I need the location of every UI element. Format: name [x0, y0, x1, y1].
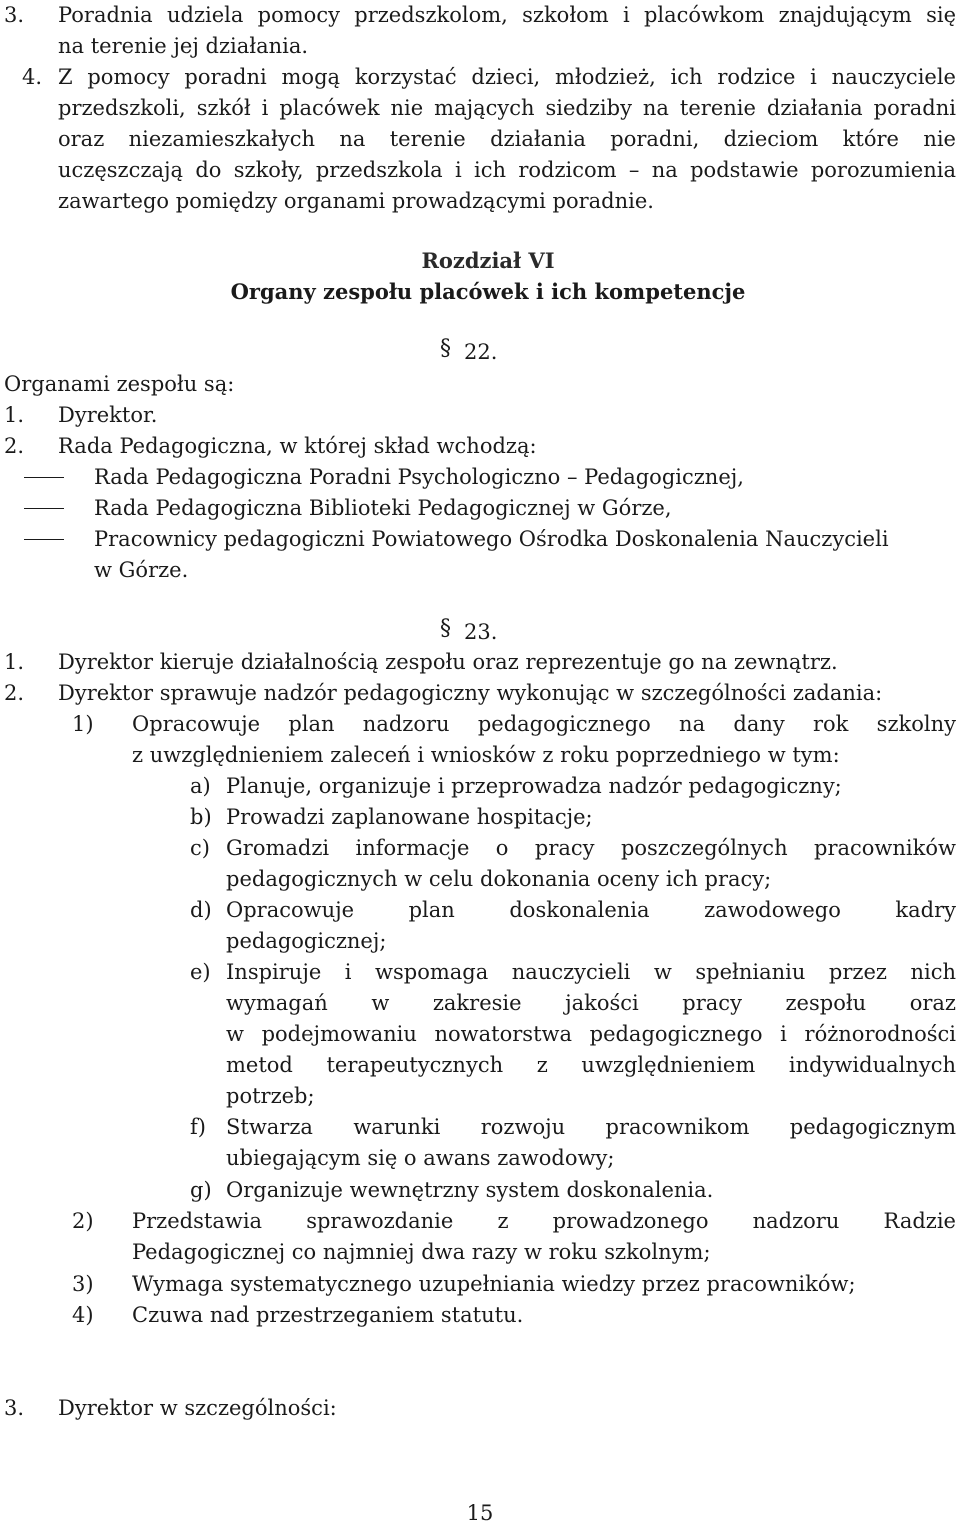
- list-number: 1.: [4, 650, 25, 674]
- subtask-letter: b): [190, 805, 212, 829]
- dash-item: [0, 524, 960, 555]
- subtask-letter: g): [190, 1178, 212, 1202]
- subtask-e-cont: [0, 988, 960, 1019]
- list-text-line: Dyrektor sprawuje nadzór pedagogiczny wykonując w szczególności zadania:: [58, 681, 883, 705]
- list-number: 2.: [4, 434, 25, 458]
- subtask-letter: d): [190, 898, 212, 922]
- subtask-e-cont: [0, 1081, 960, 1112]
- subtask-text-line: Planuje, organizuje i przeprowadza nadzór pedagogiczny;: [226, 774, 842, 798]
- subtask-e-cont: [0, 1050, 960, 1081]
- list-text-line: uczęszczają do szkoły, przedszkola i ich rodzicom – na podstawie porozumienia: [58, 158, 956, 182]
- task-text-line: z uwzględnieniem zaleceń i wniosków z roku poprzedniego w tym:: [132, 743, 840, 767]
- chapter-title: Organy zespołu placówek i ich kompetencje: [230, 279, 746, 304]
- subtask-c-cont: [0, 864, 960, 895]
- list-number: 2.: [4, 681, 25, 705]
- subtask-text-line: w podejmowaniu nowatorstwa pedagogicznego i różnorodności: [226, 1022, 956, 1046]
- dash-item-text: Rada Pedagogiczna Biblioteki Pedagogicznej w Górze,: [94, 496, 672, 520]
- organ-item-2: [0, 431, 960, 462]
- subtask-letter: a): [190, 774, 211, 798]
- dash-item: [0, 462, 960, 493]
- task-1: [0, 709, 960, 740]
- task-text-line: Przedstawia sprawozdanie z prowadzonego nadzoru Radzie: [132, 1209, 956, 1233]
- list-text-line: Dyrektor.: [58, 403, 158, 427]
- task-2: [0, 1206, 960, 1237]
- list-number: 3.: [4, 1396, 25, 1420]
- task-text-line: Wymaga systematycznego uzupełniania wiedzy przez pracowników;: [132, 1272, 856, 1296]
- list-item-4-cont: [0, 124, 960, 155]
- subtask-text-line: Organizuje wewnętrzny system doskonalenia.: [226, 1178, 714, 1202]
- chapter-number: Rozdział VI: [421, 248, 555, 273]
- task-number: 4): [72, 1303, 94, 1327]
- list-item-4-cont: [0, 93, 960, 124]
- task-3: [0, 1269, 960, 1300]
- subtask-d: [0, 895, 960, 926]
- task-text-line: Pedagogicznej co najmniej dwa razy w roku szkolnym;: [132, 1240, 711, 1264]
- subtask-text-line: pedagogicznych w celu dokonania oceny ich pracy;: [226, 867, 772, 891]
- dash-item-cont: [0, 555, 960, 586]
- dash-bullet-icon: [24, 477, 64, 478]
- list-number: 4.: [22, 65, 43, 89]
- dash-bullet-icon: [24, 508, 64, 509]
- subtask-e-cont: [0, 1019, 960, 1050]
- task-4: [0, 1300, 960, 1331]
- director-item-2: [0, 678, 960, 709]
- list-item-3-cont: [0, 31, 960, 62]
- list-item-4-cont: [0, 155, 960, 186]
- list-text-line: na terenie jej działania.: [58, 34, 309, 58]
- section-sign-icon: §: [440, 336, 451, 361]
- section-intro: Organami zespołu są:: [4, 372, 235, 396]
- subtask-letter: f): [190, 1115, 206, 1139]
- list-text-line: Dyrektor w szczególności:: [58, 1396, 337, 1420]
- list-number: 1.: [4, 403, 25, 427]
- section-sign-icon: §: [440, 616, 451, 641]
- subtask-text-line: ubiegającym się o awans zawodowy;: [226, 1146, 615, 1170]
- subtask-text-line: potrzeb;: [226, 1084, 315, 1108]
- list-text-line: Poradnia udziela pomocy przedszkolom, szkołom i placówkom znajdującym się: [58, 3, 956, 27]
- dash-bullet-icon: [24, 539, 64, 540]
- list-text-line: Dyrektor kieruje działalnością zespołu oraz reprezentuje go na zewnątrz.: [58, 650, 838, 674]
- subtask-text-line: pedagogicznej;: [226, 929, 387, 953]
- subtask-c: [0, 833, 960, 864]
- section-number: 23.: [464, 620, 498, 644]
- section-number: 22.: [464, 340, 498, 364]
- list-text-line: Rada Pedagogiczna, w której skład wchodzą:: [58, 434, 537, 458]
- subtask-text-line: Inspiruje i wspomaga nauczycieli w spełnianiu przez nich: [226, 960, 956, 984]
- task-text-line: Opracowuje plan nadzoru pedagogicznego na dany rok szkolny: [132, 712, 956, 736]
- task-number: 3): [72, 1272, 94, 1296]
- organ-item-1: [0, 400, 960, 431]
- list-item-3: [0, 0, 960, 31]
- subtask-text-line: Prowadzi zaplanowane hospitacje;: [226, 805, 593, 829]
- task-2-cont: [0, 1237, 960, 1268]
- list-text-line: zawartego pomiędzy organami prowadzącymi poradnie.: [58, 189, 654, 213]
- subtask-f: [0, 1112, 960, 1143]
- subtask-text-line: wymagań w zakresie jakości pracy zespołu oraz: [226, 991, 956, 1015]
- director-item-1: [0, 647, 960, 678]
- dash-item-text: Rada Pedagogiczna Poradni Psychologiczno – Pedagogicznej,: [94, 465, 744, 489]
- subtask-letter: e): [190, 960, 211, 984]
- page-number: 15: [466, 1501, 494, 1525]
- director-item-3: [0, 1393, 960, 1424]
- task-text-line: Czuwa nad przestrzeganiem statutu.: [132, 1303, 524, 1327]
- subtask-text-line: Opracowuje plan doskonalenia zawodowego kadry: [226, 898, 956, 922]
- task-number: 1): [72, 712, 94, 736]
- subtask-f-cont: [0, 1143, 960, 1174]
- list-text-line: Z pomocy poradni mogą korzystać dzieci, młodzież, ich rodzice i nauczyciele: [58, 65, 956, 89]
- subtask-g: [0, 1175, 960, 1206]
- subtask-text-line: Gromadzi informacje o pracy poszczególnych pracowników: [226, 836, 956, 860]
- subtask-text-line: metod terapeutycznych z uwzględnieniem indywidualnych: [226, 1053, 956, 1077]
- subtask-letter: c): [190, 836, 210, 860]
- subtask-e: [0, 957, 960, 988]
- subtask-a: [0, 771, 960, 802]
- list-item-4-cont: [0, 186, 960, 217]
- dash-item: [0, 493, 960, 524]
- list-text-line: przedszkoli, szkół i placówek nie mających siedziby na terenie działania poradni: [58, 96, 956, 120]
- dash-item-text: Pracownicy pedagogiczni Powiatowego Ośrodka Doskonalenia Nauczycieli: [94, 527, 889, 551]
- task-number: 2): [72, 1209, 94, 1233]
- task-1-cont: [0, 740, 960, 771]
- subtask-b: [0, 802, 960, 833]
- list-text-line: oraz niezamieszkałych na terenie działania poradni, dzieciom które nie: [58, 127, 956, 151]
- list-number: 3.: [4, 3, 25, 27]
- dash-item-text: w Górze.: [94, 558, 189, 582]
- list-item-4: [0, 62, 960, 93]
- subtask-text-line: Stwarza warunki rozwoju pracownikom pedagogicznym: [226, 1115, 956, 1139]
- subtask-d-cont: [0, 926, 960, 957]
